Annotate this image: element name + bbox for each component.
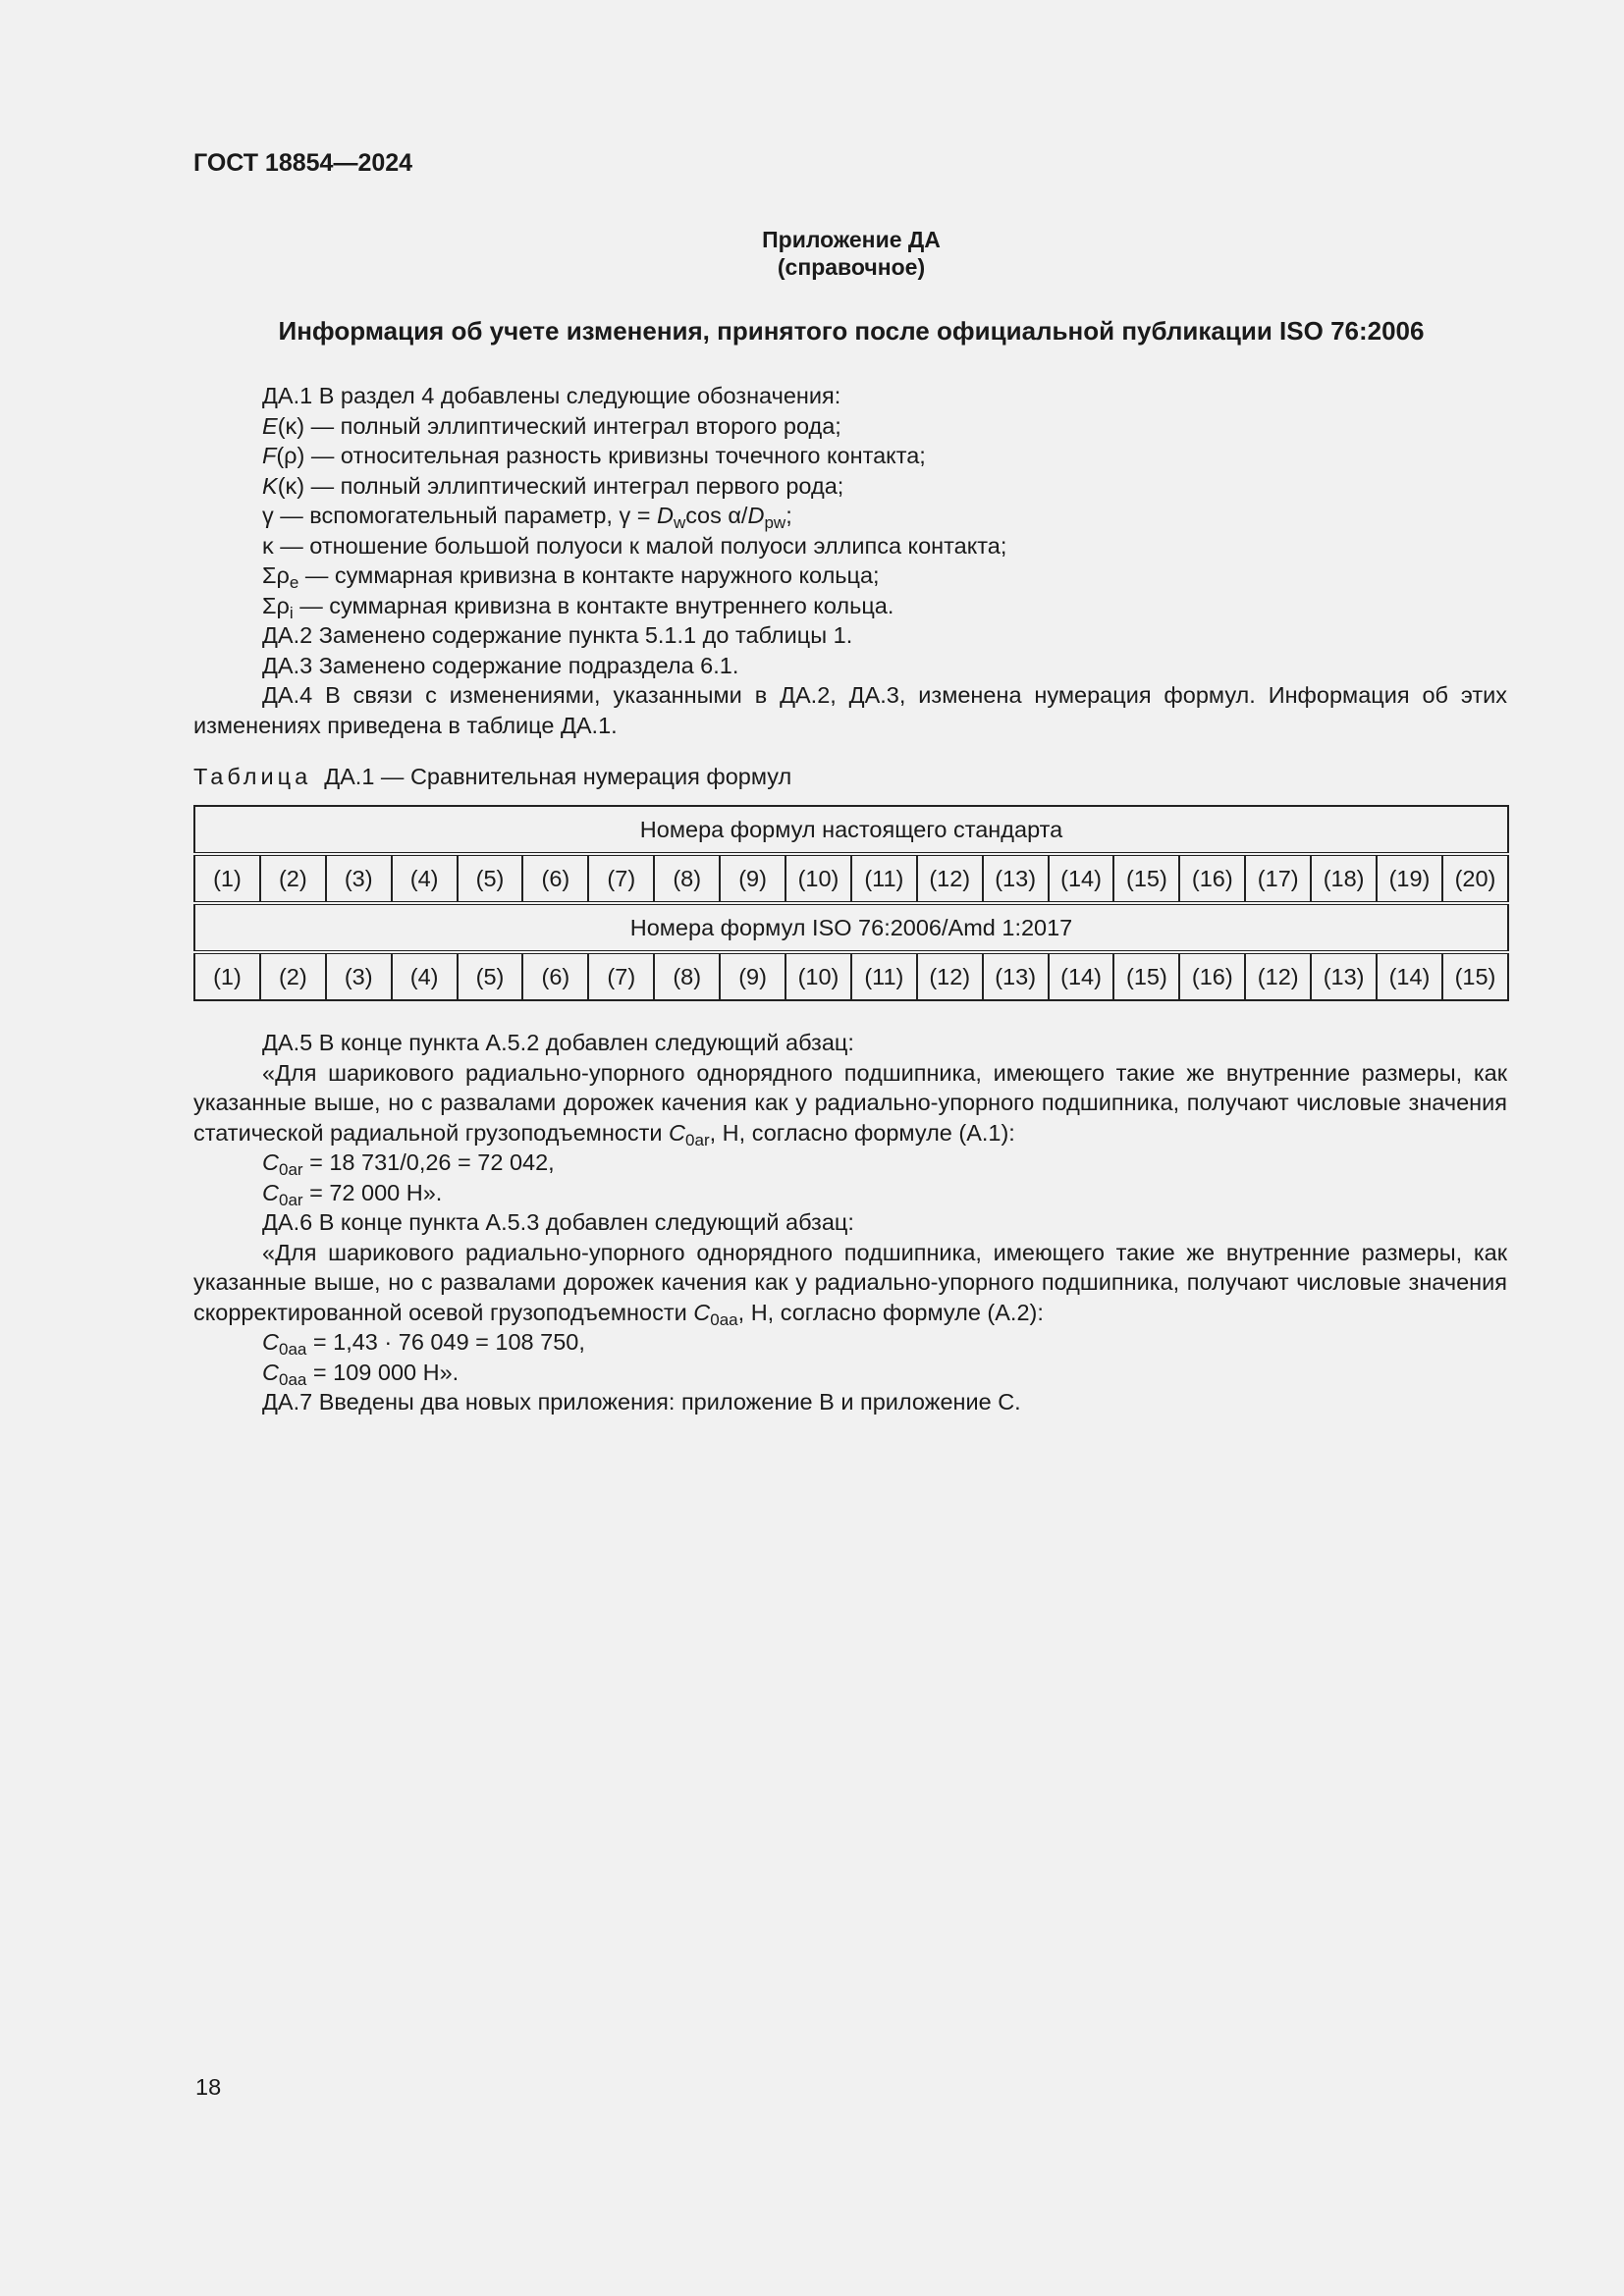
appendix-status: (справочное) — [777, 254, 926, 280]
paragraph-da6-quote: «Для шарикового радиально-упорного однорядного подшипника, имеющего такие же внутренние размеры, как указанные выше, но с развалами дорожек качения как у радиально-упорного подшипника, получают числовые значения скорректированной осевой грузоподъемности $C_{0aa}$, Н, согласно формуле (А.2): — [193, 1239, 1507, 1329]
equation-c0aa-1: $C_{0aa} = 1,43 \cdot 76$ 049 = 108 750, — [262, 1329, 585, 1359]
table-cell: (1) — [194, 952, 260, 1000]
table-cell: (7) — [588, 854, 654, 903]
document-title: Информация об учете изменения, принятого после официальной публикации ISO 76:2006 — [278, 316, 1425, 346]
table-cell: (19) — [1377, 854, 1442, 903]
equation-c0aa-2: $C_{0aa} = 109$ 000 Н». — [262, 1359, 460, 1389]
table-cell: (16) — [1179, 854, 1245, 903]
table-cell: (7) — [588, 952, 654, 1000]
section-da1-da4 — [193, 381, 1507, 740]
paragraph-da7: ДА.7 Введены два новых приложения: приложение В и приложение С. — [262, 1389, 1021, 1415]
table-cell: (9) — [720, 952, 785, 1000]
table-cell: (16) — [1179, 952, 1245, 1000]
table-cell: (6) — [522, 854, 588, 903]
table-cell: (10) — [785, 952, 851, 1000]
paragraph-da1: ДА.1 В раздел 4 добавлены следующие обозначения: — [262, 383, 841, 408]
table-cell: (8) — [654, 952, 720, 1000]
paragraph-da2: ДА.2 Заменено содержание пункта 5.1.1 до таблицы 1. — [262, 622, 853, 648]
symbol-k: K(κ) — полный эллиптический интеграл первого рода; — [262, 472, 844, 499]
table-cell: (3) — [326, 952, 392, 1000]
symbol-kappa: κ — отношение большой полуоси к малой полуоси эллипса контакта; — [262, 532, 1007, 559]
table-cell: (20) — [1442, 854, 1508, 903]
table-cell: (13) — [983, 952, 1049, 1000]
table-header-iso: Номера формул ISO 76:2006/Amd 1:2017 — [194, 903, 1508, 952]
table-cell: (12) — [1245, 952, 1311, 1000]
table-cell: (3) — [326, 854, 392, 903]
table-cell: (2) — [260, 952, 326, 1000]
section-da5-da7 — [193, 1028, 1507, 1417]
table-row-iso — [194, 952, 1508, 1000]
table-cell: (14) — [1049, 952, 1114, 1000]
table-cell: (10) — [785, 854, 851, 903]
table-cell: (6) — [522, 952, 588, 1000]
equation-c0ar-1: $C_{0ar} = 18$ 731/0,26 = 72 042, — [262, 1149, 555, 1179]
table-cell: (17) — [1245, 854, 1311, 903]
table-cell: (4) — [392, 854, 458, 903]
table-cell: (9) — [720, 854, 785, 903]
table-cell: (1) — [194, 854, 260, 903]
table-cell: (14) — [1049, 854, 1114, 903]
table-cell: (5) — [458, 854, 523, 903]
table-cell: (13) — [1311, 952, 1377, 1000]
table-cell: (2) — [260, 854, 326, 903]
paragraph-da5: ДА.5 В конце пункта А.5.2 добавлен следующий абзац: — [262, 1030, 854, 1055]
symbol-e: E(κ) — полный эллиптический интеграл второго рода; — [262, 412, 841, 439]
table-caption: Таблица ДА.1 — Сравнительная нумерация формул — [193, 764, 792, 789]
appendix-title: Приложение ДА — [762, 227, 941, 252]
table-header-current: Номера формул настоящего стандарта — [194, 806, 1508, 854]
table-cell: (8) — [654, 854, 720, 903]
table-cell: (12) — [917, 952, 983, 1000]
table-cell: (11) — [851, 952, 917, 1000]
table-row-current — [194, 854, 1508, 903]
symbol-f: F(ρ) — относительная разность кривизны точечного контакта; — [262, 443, 926, 468]
table-cell: (14) — [1377, 952, 1442, 1000]
formula-numbering-table — [193, 805, 1509, 1001]
appendix-heading — [0, 226, 1624, 281]
page-number: 18 — [195, 2074, 222, 2100]
table-cell: (18) — [1311, 854, 1377, 903]
symbol-sum-e: $\Sigma\rho_e$ — суммарная кривизна в контакте наружного кольца; — [262, 562, 880, 592]
paragraph-da3: ДА.3 Заменено содержание подраздела 6.1. — [262, 652, 739, 678]
symbol-sum-i: $\Sigma\rho_i$ — суммарная кривизна в контакте внутреннего кольца. — [262, 592, 894, 622]
equation-c0ar-2: $C_{0ar} = 72$ 000 Н». — [262, 1179, 443, 1209]
standard-header: ГОСТ 18854—2024 — [193, 149, 413, 177]
symbol-gamma: γ — вспомогательный параметр, $\gamma = D_w\cos$ $\alpha/D_{pw}$; — [262, 503, 792, 532]
table-cell: (11) — [851, 854, 917, 903]
paragraph-da5-quote: «Для шарикового радиально-упорного однорядного подшипника, имеющего такие же внутренние размеры, как указанные выше, но с развалами дорожек качения как у радиально-упорного подшипника, получают числовые значения статической радиальной грузоподъемности $C_{0ar}$, Н, согласно формуле (А.1): — [193, 1059, 1507, 1149]
paragraph-da4: ДА.4 В связи с изменениями, указанными в ДА.2, ДА.3, изменена нумерация формул. Информация об этих изменениях приведена в таблице ДА.1. — [193, 682, 1507, 738]
table-cell: (15) — [1442, 952, 1508, 1000]
table-cell: (4) — [392, 952, 458, 1000]
table-cell: (12) — [917, 854, 983, 903]
table-cell: (5) — [458, 952, 523, 1000]
table-cell: (15) — [1113, 854, 1179, 903]
paragraph-da6: ДА.6 В конце пункта А.5.3 добавлен следующий абзац: — [262, 1209, 854, 1235]
table-cell: (13) — [983, 854, 1049, 903]
table-cell: (15) — [1113, 952, 1179, 1000]
